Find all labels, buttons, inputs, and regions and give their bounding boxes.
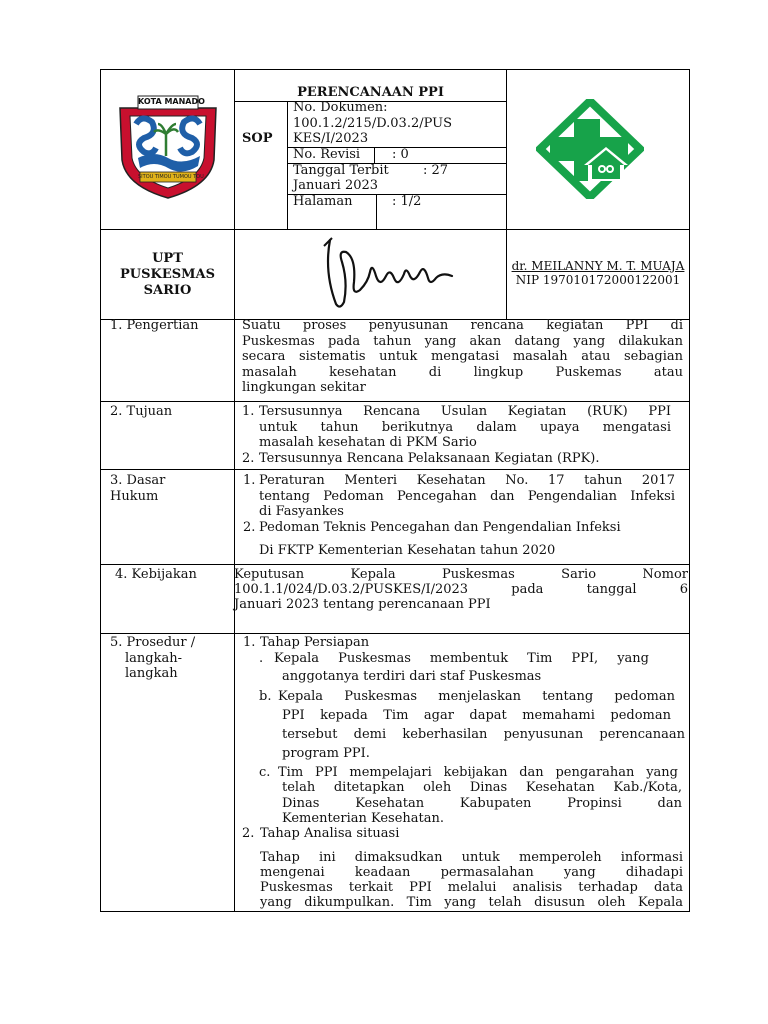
row-sep-dasar (100, 564, 690, 565)
step-b-line-2: PPI kepada Tim agar dapat memahami pedoman (282, 708, 671, 723)
step-c-line-4: Kementerian Kesehatan. (282, 811, 445, 826)
tujuan-label: 2. Tujuan (110, 404, 173, 419)
step-b-line-1: Kepala Puskesmas menjelaskan tentang pedoman (278, 689, 675, 704)
step-1-title: Tahap Persiapan (260, 635, 370, 650)
official-name: dr. MEILANNY M. T. MUAJA (511, 259, 685, 273)
doc-number-value-2: KES/I/2023 (293, 131, 369, 146)
unit-name-1: UPT (152, 251, 183, 266)
sop-label: SOP (242, 131, 273, 146)
kebijakan-line-2: 100.1.1/024/D.03.2/PUSKES/I/2023 pada tanggal 6 (234, 582, 688, 597)
step-a-mark: . (259, 651, 264, 666)
doc-number-label: No. Dokumen: (293, 100, 388, 115)
step-c-line-2: telah ditetapkan oleh Dinas Kesehatan Kab./Kota, (282, 780, 682, 795)
kebijakan-label: 4. Kebijakan (115, 567, 197, 582)
step-b-line-4: program PPI. (282, 746, 370, 761)
row-sep-kebijakan (100, 633, 690, 634)
unit-name-3: SARIO (143, 283, 192, 298)
revisi-label: No. Revisi (293, 147, 361, 162)
terbit-label: Tanggal Terbit (293, 163, 389, 178)
table-border-right (689, 69, 690, 912)
table-border-left (100, 69, 101, 912)
dasar-item-1-line-3: di Fasyankes (259, 504, 344, 519)
step-2-num: 2. (242, 826, 255, 841)
analisa-line-4: yang dikumpulkan. Tim yang telah disusun oleh Kepala (260, 895, 683, 910)
revisi-value: : 0 (392, 147, 409, 162)
tujuan-item-1-line-2: untuk tahun berikutnya dalam upaya mengatasi (259, 420, 671, 435)
header-divider-1 (234, 69, 235, 912)
official-nip: NIP 197010172000122001 (515, 273, 681, 287)
step-2-title: Tahap Analisa situasi (260, 826, 400, 841)
analisa-line-1: Tahap ini dimaksudkan untuk memperoleh informasi (260, 850, 683, 865)
table-border-top (100, 69, 690, 70)
row-sep-tujuan (100, 469, 690, 470)
pengertian-line-1: Suatu proses penyusunan rencana kegiatan PPI di (242, 318, 683, 333)
row-sep-header (100, 229, 690, 230)
logo-motto: SITOU TIMOU TUMOU TOU (138, 174, 204, 180)
tujuan-item-1-line-3: masalah kesehatan di PKM Sario (259, 435, 477, 450)
step-b-line-3: tersebut demi keberhasilan penyusunan perencanaan (282, 727, 685, 742)
step-a-line-1: Kepala Puskesmas membentuk Tim PPI, yang (274, 651, 649, 666)
analisa-line-3: Puskesmas terkait PPI melalui analisis terhadap data (260, 880, 683, 895)
dasar-item-2-line-2: Di FKTP Kementerian Kesehatan tahun 2020 (259, 543, 556, 558)
halaman-value: : 1/2 (392, 194, 422, 209)
doc-number-value: 100.1.2/215/D.03.2/PUS (293, 116, 452, 131)
tujuan-item-1-line-1: Tersusunnya Rencana Usulan Kegiatan (RUK) PPI (259, 404, 671, 419)
step-b-mark: b. (259, 689, 272, 704)
pengertian-line-3: secara sistematis untuk mengatasi masalah atau sebagian (242, 349, 683, 364)
kebijakan-line-3: Januari 2023 tentang perencanaan PPI (234, 597, 491, 612)
header-divider-2 (287, 101, 288, 229)
logo-text: KOTA MANADO (138, 97, 205, 106)
step-c-line-3: Dinas Kesehatan Kabupaten Propinsi dan (282, 796, 682, 811)
prosedur-label-1: 5. Prosedur / (110, 635, 196, 650)
step-c-line-1: Tim PPI mempelajari kebijakan dan pengarahan yang (278, 765, 678, 780)
dasar-item-1-num: 1. (243, 473, 256, 488)
revisi-col-line (374, 147, 375, 164)
tujuan-item-1-num: 1. (242, 404, 255, 419)
tujuan-item-2: Tersusunnya Rencana Pelaksanaan Kegiatan (RPK). (259, 451, 600, 466)
analisa-line-2: mengenai keadaan permasalahan yang dihadapi (260, 865, 683, 880)
page-title: PERENCANAAN PPI (297, 85, 444, 100)
city-logo (114, 94, 222, 202)
step-c-mark: c. (259, 765, 271, 780)
table-border-bottom (100, 911, 690, 912)
pengertian-line-5: lingkungan sekitar (242, 380, 366, 395)
signature-image (316, 232, 464, 314)
step-a-line-2: anggotanya terdiri dari staf Puskesmas (282, 669, 542, 684)
pengertian-label: 1. Pengertian (110, 318, 199, 333)
dasar-item-1-line-1: Peraturan Menteri Kesehatan No. 17 tahun 2017 (259, 473, 675, 488)
puskesmas-logo (536, 99, 644, 199)
dasar-label-1: 3. Dasar (110, 473, 166, 488)
kebijakan-line-1: Keputusan Kepala Puskesmas Sario Nomor (234, 567, 688, 582)
dasar-item-2-line-1: Pedoman Teknis Pencegahan dan Pengendalian Infeksi (259, 520, 621, 535)
terbit-value-2: Januari 2023 (293, 178, 379, 193)
dasar-label-2: Hukum (110, 489, 159, 504)
dasar-item-1-line-2: tentang Pedoman Pencegahan dan Pengendalian Infeksi (259, 489, 675, 504)
prosedur-label-3: langkah (125, 666, 178, 681)
row-sep-pengertian (100, 401, 690, 402)
unit-name-2: PUSKESMAS (120, 267, 215, 282)
prosedur-label-2: langkah- (125, 651, 182, 666)
step-1-num: 1. (243, 635, 256, 650)
pengertian-line-4: masalah kesehatan di lingkup Puskemas atau (242, 365, 683, 380)
pengertian-line-2: Puskesmas pada tahun yang akan datang yang dilakukan (242, 334, 683, 349)
halaman-col-line (376, 194, 377, 229)
halaman-label: Halaman (293, 194, 353, 209)
dasar-item-2-num: 2. (243, 520, 256, 535)
tujuan-item-2-num: 2. (242, 451, 255, 466)
terbit-value: : 27 (423, 163, 449, 178)
